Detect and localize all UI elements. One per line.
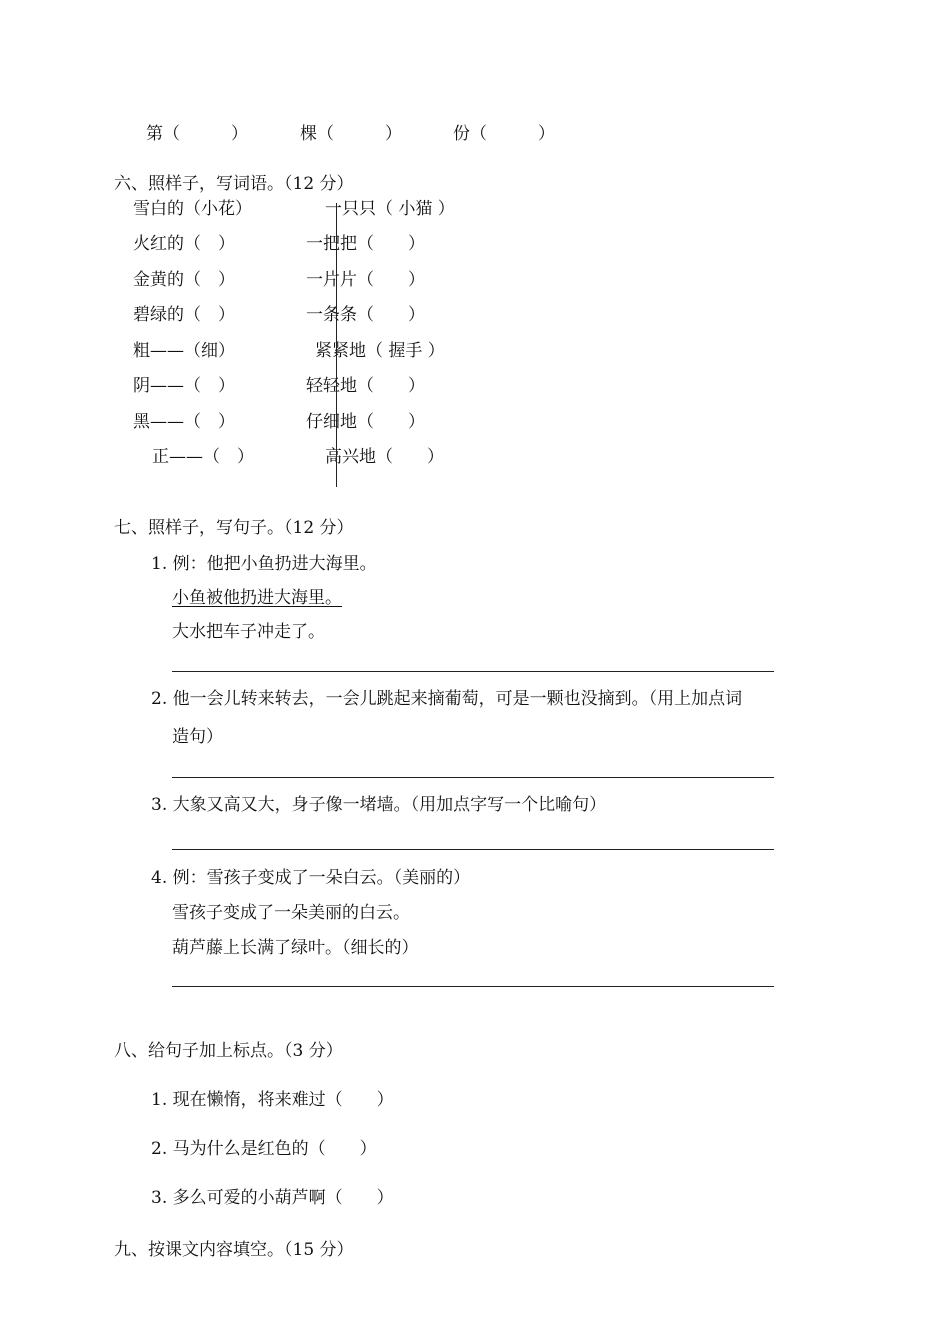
- section-8-title: 八、给句子加上标点。（3 分）: [114, 1041, 343, 1061]
- word-item-right[interactable]: 一把把（ ）: [306, 234, 425, 254]
- q3-text: 3. 大象又高又大，身子像一堵墙。（用加点字写一个比喻句）: [151, 795, 607, 815]
- q4-prompt: 葫芦藤上长满了绿叶。（细长的）: [172, 938, 419, 958]
- word-item-right: 紧紧地（ 握手 ）: [315, 341, 445, 361]
- word-item-right[interactable]: 高兴地（ ）: [325, 447, 444, 467]
- q4-answer-line[interactable]: [172, 986, 774, 987]
- word-item-left[interactable]: 黑——（ ）: [133, 412, 235, 432]
- blank-ke[interactable]: 棵（ ）: [300, 124, 402, 144]
- word-item-right[interactable]: 轻轻地（ ）: [306, 376, 425, 396]
- q3-answer-line[interactable]: [172, 849, 774, 850]
- word-item-left[interactable]: 金黄的（ ）: [133, 270, 235, 290]
- punctuation-item[interactable]: 3. 多么可爱的小葫芦啊（ ）: [151, 1188, 394, 1208]
- blank-fen[interactable]: 份（ ）: [453, 124, 555, 144]
- word-item-left[interactable]: 正——（ ）: [152, 447, 254, 467]
- q1-example: 1. 例：他把小鱼扔进大海里。: [151, 554, 377, 574]
- punctuation-item[interactable]: 1. 现在懒惰，将来难过（ ）: [151, 1090, 394, 1110]
- column-divider: [336, 203, 337, 487]
- q2-text-cont: 造句）: [172, 727, 223, 747]
- word-item-left: 雪白的（小花）: [133, 199, 252, 219]
- word-item-right[interactable]: 仔细地（ ）: [306, 412, 425, 432]
- q4-example-answer: 雪孩子变成了一朵美丽的白云。: [172, 903, 410, 923]
- q1-example-answer: 小鱼被他扔进大海里。: [172, 588, 342, 608]
- word-item-left[interactable]: 火红的（ ）: [133, 234, 235, 254]
- punctuation-item[interactable]: 2. 马为什么是红色的（ ）: [151, 1139, 377, 1159]
- section-6-title: 六、照样子，写词语。（12 分）: [114, 174, 354, 194]
- section-9-title: 九、按课文内容填空。（15 分）: [114, 1240, 354, 1260]
- word-item-left[interactable]: 阴——（ ）: [133, 376, 235, 396]
- word-item-left[interactable]: 碧绿的（ ）: [133, 305, 235, 325]
- q2-text: 2. 他一会儿转来转去，一会儿跳起来摘葡萄，可是一颗也没摘到。（用上加点词: [151, 689, 743, 709]
- word-item-right[interactable]: 一条条（ ）: [306, 305, 425, 325]
- word-item-right: 一只只（ 小猫 ）: [325, 199, 455, 219]
- q2-answer-line[interactable]: [172, 777, 774, 778]
- q1-prompt: 大水把车子冲走了。: [172, 622, 325, 642]
- word-item-right[interactable]: 一片片（ ）: [306, 270, 425, 290]
- q1-answer-line[interactable]: [172, 671, 774, 672]
- q4-example: 4. 例：雪孩子变成了一朵白云。（美丽的）: [151, 868, 471, 888]
- word-item-left: 粗——（细）: [133, 341, 235, 361]
- section-7-title: 七、照样子，写句子。（12 分）: [114, 518, 354, 538]
- blank-di[interactable]: 第（ ）: [146, 124, 248, 144]
